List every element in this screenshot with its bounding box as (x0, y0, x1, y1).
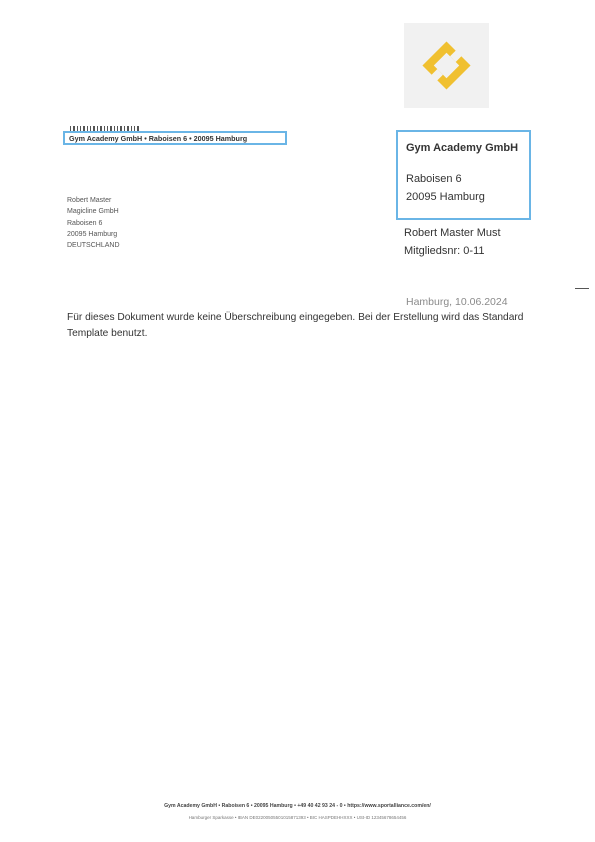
sender-address-line: Gym Academy GmbH • Raboisen 6 • 20095 Hamburg (63, 131, 287, 145)
fold-mark (575, 288, 589, 289)
company-street: Raboisen 6 (406, 173, 462, 185)
recipient-country: DEUTSCHLAND (67, 242, 120, 250)
company-info-box (396, 130, 531, 220)
letter-body: Für dieses Dokument wurde keine Überschreibung eingegeben. Bei der Erstellung wird das Standard Template benutzt. (67, 312, 524, 339)
letter-date: Hamburg, 10.06.2024 (406, 296, 508, 308)
recipient-company: Magicline GmbH (67, 208, 119, 216)
recipient-address (67, 195, 120, 251)
footer-bank-line: Hamburger Sparkasse • IBAN DE02200505501015871393 • BIC HASPDEHHXXX • USt-ID 12345678654456 (188, 815, 407, 820)
company-city: 20095 Hamburg (406, 191, 485, 203)
recipient-city: 20095 Hamburg (67, 230, 118, 238)
footer-contact-line: Gym Academy GmbH • Raboisen 6 • 20095 Hamburg • +49 40 42 93 24 - 0 • https://www.sportalliance.com/en/ (164, 803, 431, 809)
recipient-name: Robert Master (67, 197, 112, 204)
recipient-street: Raboisen 6 (67, 219, 103, 227)
brand-logo-icon (404, 23, 489, 108)
company-name: Gym Academy GmbH (406, 142, 519, 154)
member-number: Mitgliedsnr: 0-11 (404, 245, 485, 257)
brand-logo (404, 23, 489, 108)
member-name: Robert Master Must (404, 227, 501, 239)
